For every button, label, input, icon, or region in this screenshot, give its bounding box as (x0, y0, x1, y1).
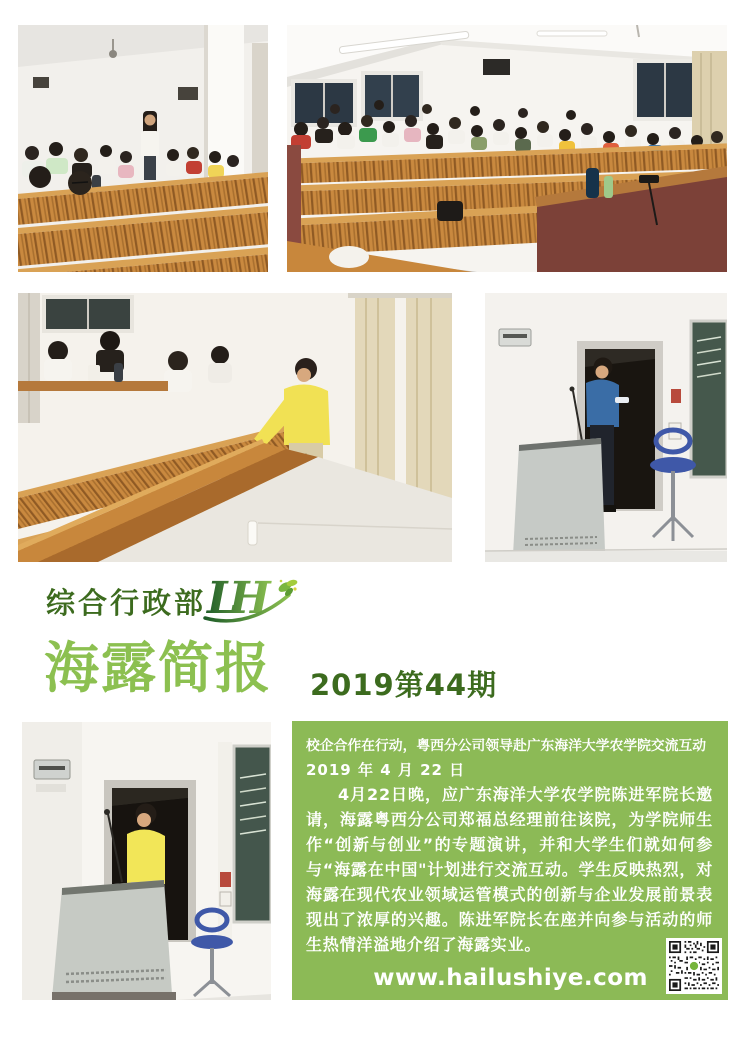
photo-dean-at-podium-art (485, 293, 727, 562)
photo-audience-left (18, 25, 268, 272)
leaf-icon (277, 579, 298, 598)
department-label: 综合行政部 (46, 586, 207, 620)
qr-code (666, 938, 722, 994)
photo-audience-wide (287, 25, 727, 272)
photo-speaker-at-podium-art (22, 722, 271, 1000)
newsletter-title: 海露简报 (44, 636, 273, 700)
photo-audience-left-art (18, 25, 268, 272)
issue-number: 2019第44期 (310, 668, 498, 702)
hailu-logo (201, 573, 299, 629)
website-url: www.hailushiye.com (373, 965, 648, 991)
photo-speaker-with-students-art (18, 293, 452, 562)
bulletin-text-box (292, 721, 728, 1000)
qr-code-icon (669, 941, 719, 991)
photo-speaker-at-podium (22, 722, 271, 1000)
bulletin-date: 2019 年 4 月 22 日 (306, 761, 466, 779)
bulletin-headline: 校企合作在行动，粤西分公司领导赴广东海洋大学农学院交流互动 (306, 738, 707, 754)
photo-audience-wide-art (287, 25, 727, 272)
photo-speaker-with-students (18, 293, 452, 562)
svg-text:LH: LH (207, 573, 262, 624)
bulletin-body: 4月22日晚，应广东海洋大学农学院陈进军院长邀请，海露粤西分公司郑福总经理前往该院，为学院师生作“创新与创业”的专题演讲，并和大学生们就如何参与“海露在中国"计划进行交流互动。学生反映热烈，对海露在现代农业领域运管模式的创新与企业发展前景表现出了浓厚的兴趣。陈进军院长在座并向参与活动的师生热情洋溢地介绍了海露实业。 (306, 785, 713, 954)
photo-dean-at-podium (485, 293, 727, 562)
